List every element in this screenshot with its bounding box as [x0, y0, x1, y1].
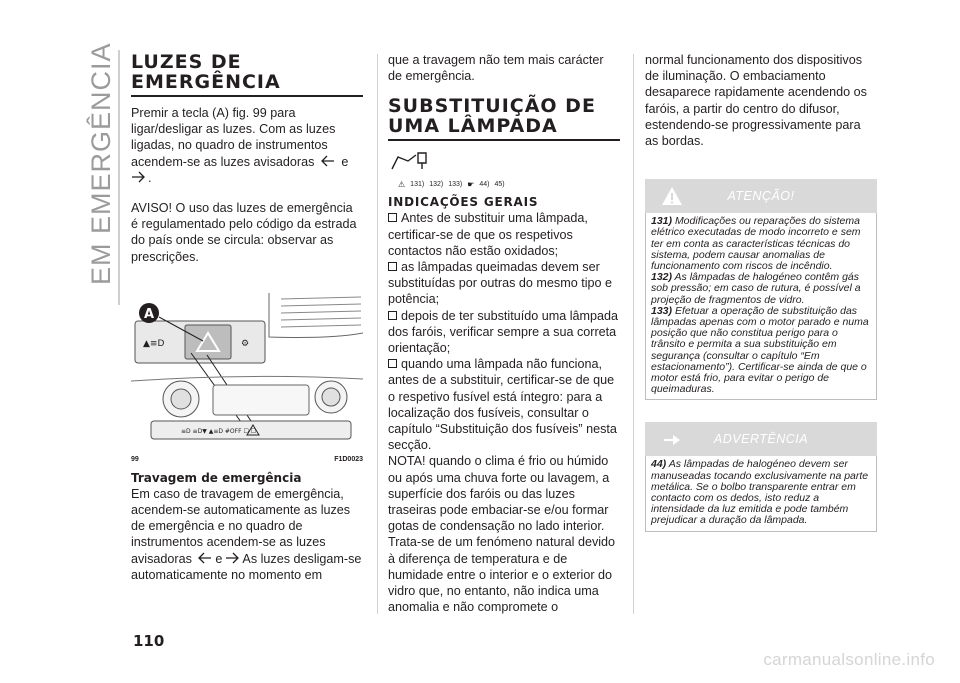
lamp-hand-icon: [388, 149, 432, 173]
turn-left-arrow-icon: [198, 552, 212, 564]
warning-triangle-icon: ⚠: [398, 180, 406, 190]
bullet-box-icon: [388, 262, 397, 271]
atencao-item: [651, 216, 871, 272]
paragraph-nota: NOTA! quando o clima é frio ou húmido ou após uma chuva forte ou lavagem, a superfície dos faróis ou das luzes traseiras pode embaciar-se e/ou formar gotas de condensação no lado interior. Trata-se de um fenómeno natural devido à diferença de temperatura e de humidade entre o interior e o exterior do vidro que, no entanto, não indica uma anomalia e não compromete o: [388, 454, 616, 615]
column-1: [131, 52, 363, 583]
advertencia-body: [645, 456, 877, 531]
section-title-substituicao: SUBSTITUIÇÃO DE UMA LÂMPADA: [388, 96, 620, 141]
side-rule: [118, 50, 120, 305]
ref-131: 131): [410, 181, 425, 189]
paragraph-aviso: AVISO! O uso das luzes de emergência é regulamentado pelo código da estrada do país onde se circula: observar as prescrições.: [131, 201, 357, 264]
ref-45: 45): [494, 181, 505, 189]
paragraph-continued: que a travagem não tem mais carácter de emergência.: [388, 53, 604, 84]
chapter-side-tab-label: EM EMERGÊNCIA: [86, 42, 116, 285]
page-number: 110: [133, 632, 165, 650]
atencao-item-number: 131): [651, 215, 673, 228]
bullet-item: [388, 259, 620, 308]
turn-left-arrow-icon: [321, 155, 335, 167]
atencao-body: [645, 213, 877, 400]
bullet-text: depois de ter substituído uma lâmpada dos faróis, verificar sempre a sua correta orientação;: [388, 308, 619, 356]
section-title-luzes: LUZES DE EMERGÊNCIA: [131, 52, 363, 97]
paragraph-premir: [131, 105, 363, 186]
atencao-header: [645, 179, 877, 213]
paragraph-continued: normal funcionamento dos dispositivos de iluminação. O embaciamento desaparece rapidamente acendendo os faróis, a partir do centro do difusor, estendendo-se progressivamente para as bordas.: [645, 53, 867, 149]
bullet-text: as lâmpadas queimadas devem ser substituídas por outras do mesmo tipo e potência;: [388, 260, 613, 307]
turn-right-arrow-icon: [131, 171, 145, 183]
notice-hand-icon: ☛: [467, 180, 475, 190]
atencao-item-text: Modificações ou reparações do sistema elétrico executadas de modo incorreto e sem ter em conta as características técnicas do sistema, podem causar anomalias de funcionamento com riscos de incêndio.: [651, 215, 861, 273]
subheading-travagem: Travagem de emergência: [131, 470, 302, 485]
svg-text:⚙: ⚙: [241, 338, 250, 349]
atencao-item-number: 133): [651, 304, 673, 317]
notice-hand-icon: [661, 429, 683, 449]
advertencia-item: [651, 459, 871, 526]
dashboard-illustration: [131, 293, 363, 461]
column-3: [645, 52, 877, 532]
warning-triangle-icon: [661, 186, 683, 206]
bullet-text: Antes de substituir uma lâmpada, certificar-se de que os respetivos contactos não estão oxidados;: [388, 211, 588, 258]
bullet-box-icon: [388, 359, 397, 368]
chapter-side-tab: [78, 42, 118, 290]
bullet-item: [388, 308, 620, 357]
ref-132: 132): [429, 181, 444, 189]
bullet-box-icon: [388, 311, 397, 320]
atencao-item: [651, 306, 871, 396]
advertencia-header: [645, 422, 877, 456]
paragraph-premir-end: .: [148, 170, 152, 185]
paragraph-premir-and: e: [341, 154, 349, 169]
figure-hazard-button: [131, 293, 363, 461]
atencao-item: [651, 272, 871, 306]
lamp-symbol: [388, 149, 620, 178]
ref-44: 44): [479, 181, 490, 189]
watermark: carmanualsonline.info: [763, 650, 935, 669]
column-divider: [633, 54, 634, 614]
figure-code: F1D0023: [334, 455, 363, 463]
turn-right-arrow-icon: [225, 552, 239, 564]
atencao-item-number: 132): [651, 271, 673, 284]
bullet-item: [388, 356, 620, 453]
svg-text:▲≡D: ▲≡D: [143, 338, 165, 349]
paragraph-travagem-text: Em caso de travagem de emergência, acendem-se automaticamente as luzes de emergência e no quadro de instrumentos acendem-se as luzes avisadoras: [131, 486, 351, 566]
column-2: [388, 52, 620, 615]
paragraph-travagem-and: e: [215, 551, 223, 566]
advertencia-item-text: As lâmpadas de halogéneo devem ser manuseadas tocando exclusivamente na parte metálica. Se o bolbo transparente entrar em contacto com os dedos, isto reduz a intensidade da luz emitida e pode também prejudicar a duração da lâmpada.: [651, 458, 869, 527]
advertencia-item-number: 44): [651, 458, 667, 471]
svg-text:≡D ≡D▼ ▲≡D #OFF ☐ ☐: ≡D ≡D▼ ▲≡D #OFF ☐ ☐: [181, 427, 257, 435]
paragraph-premir-text: Premir a tecla (A) fig. 99 para ligar/desligar as luzes. Com as luzes ligadas, no quadro de instrumentos acendem-se as luzes avisadoras: [131, 106, 336, 169]
atencao-title: ATENÇÃO!: [727, 189, 795, 204]
bullet-item: [388, 210, 620, 259]
bullet-box-icon: [388, 213, 397, 222]
atencao-item-text: Efetuar a operação de substituição das lâmpadas apenas com o motor parado e numa posição que não constitua perigo para o trânsito e permita a sua substituição em segurança (consultar o capítulo “Em estacionamento”). Certificar-se ainda de que o motor está frio, para evitar o perigo de queimaduras.: [651, 304, 869, 396]
figure-number: 99: [131, 455, 139, 463]
ref-133: 133): [448, 181, 463, 189]
paragraph-travagem: [131, 486, 363, 583]
subheading-indicacoes: INDICAÇÕES GERAIS: [388, 195, 539, 210]
advertencia-title: ADVERTÊNCIA: [713, 432, 809, 447]
column-divider: [377, 54, 378, 614]
reference-list: [398, 180, 620, 189]
paragraph-travagem-end: As luzes desligam-se automaticamente no momento em: [131, 551, 362, 582]
atencao-item-text: As lâmpadas de halogéneo contêm gás sob pressão; em caso de rutura, é possível a projeção de fragmentos de vidro.: [651, 271, 861, 306]
bullet-text: quando uma lâmpada não funciona, antes de a substituir, certificar-se de que o respetivo fusível está íntegro: para a localização dos fusíveis, consultar o capítulo “Substituição dos fusíveis” nesta secção.: [388, 357, 617, 453]
callout-a-label: A: [144, 306, 155, 322]
